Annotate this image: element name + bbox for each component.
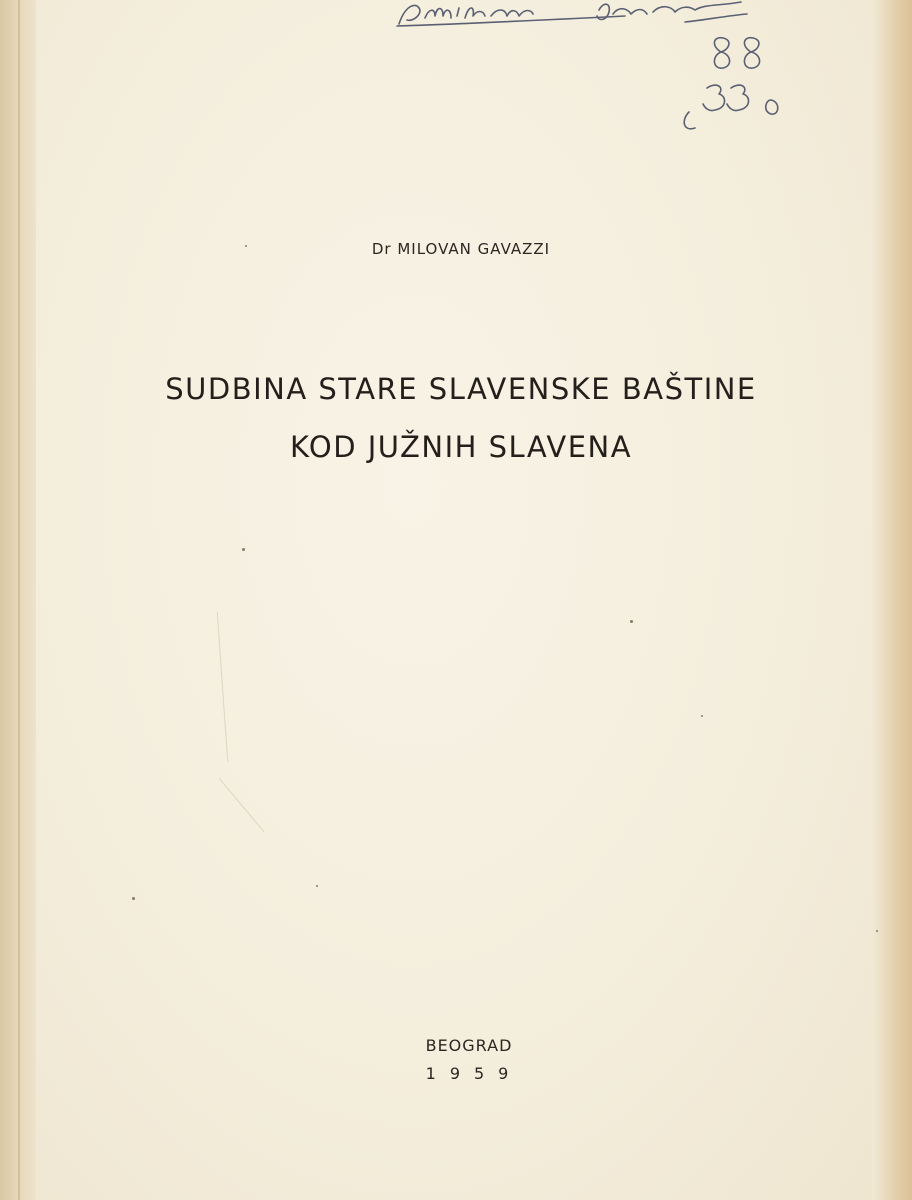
binding-edge — [18, 0, 20, 1200]
signature-stroke — [653, 2, 741, 12]
foxing-spot — [242, 548, 245, 551]
handwritten-digit — [727, 85, 749, 110]
foxing-spot — [701, 715, 703, 717]
foxing-spot — [132, 897, 135, 900]
handwritten-digit — [766, 100, 778, 114]
publication-year: 1959 — [425, 1064, 523, 1083]
foxing-spot — [316, 885, 318, 887]
paper-page — [36, 0, 872, 1200]
signature-stroke — [457, 8, 485, 18]
paper-crease — [217, 612, 228, 762]
pencil-stroke — [684, 112, 695, 129]
signature-stroke — [425, 9, 451, 19]
foxing-spot — [630, 620, 633, 623]
page-edge-right — [872, 0, 912, 1200]
title-line-1: SUDBINA STARE SLAVENSKE BAŠTINE — [165, 372, 757, 406]
title-line-2: KOD JUŽNIH SLAVENA — [289, 430, 633, 464]
handwritten-digit — [714, 38, 729, 68]
signature-underline — [397, 16, 625, 26]
binding-spine — [0, 0, 40, 1200]
signature-stroke — [399, 5, 420, 24]
signature-underline — [685, 14, 747, 22]
handwritten-digit — [703, 85, 725, 110]
signature-stroke — [491, 10, 533, 16]
publication-place: BEOGRAD — [425, 1036, 513, 1055]
foxing-spot — [876, 930, 878, 932]
handwritten-digit — [744, 38, 759, 68]
handwritten-inscription — [385, 0, 805, 140]
author-name: Dr MILOVAN GAVAZZI — [371, 240, 551, 258]
book-title — [0, 360, 912, 476]
paper-crease — [219, 778, 265, 832]
